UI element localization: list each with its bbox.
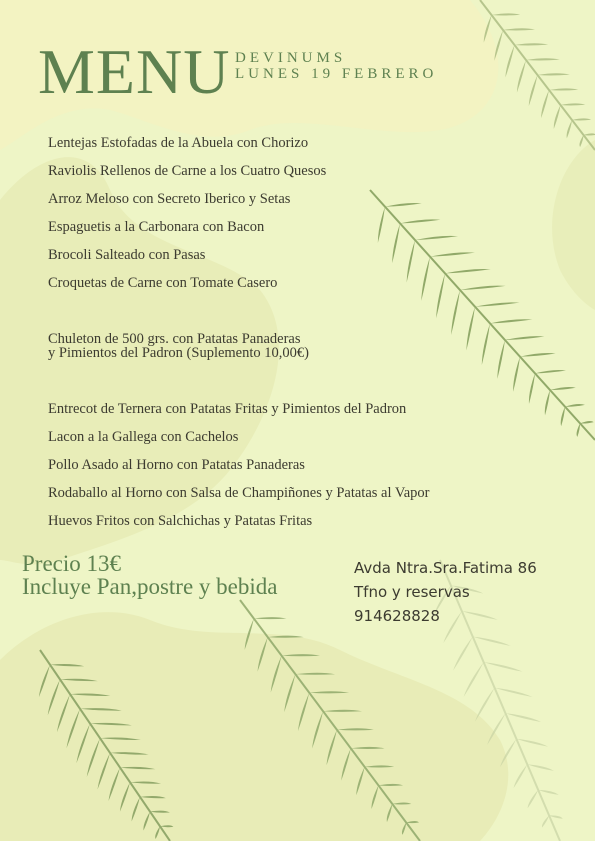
dish-second-4: Rodaballo al Horno con Salsa de Champiñones y Patatas al Vapor: [48, 485, 430, 501]
background-blob-bottom: [0, 612, 508, 841]
contact-phone-label: Tfno y reservas: [354, 583, 470, 601]
menu-title: MENU: [38, 36, 231, 107]
dish-first-3: Arroz Meloso con Secreto Iberico y Setas: [48, 191, 291, 207]
dish-second-5: Huevos Fritos con Salchichas y Patatas Fritas: [48, 513, 313, 529]
dish-special-line1: Chuleton de 500 grs. con Patatas Panaderas: [48, 331, 301, 347]
dish-first-1: Lentejas Estofadas de la Abuela con Chorizo: [48, 135, 309, 151]
menu-subtitle: [235, 50, 437, 82]
restaurant-name: DEVINUMS: [235, 50, 347, 66]
price-amount: Precio 13€: [22, 551, 122, 576]
contact-address: Avda Ntra.Sra.Fatima 86: [354, 559, 537, 577]
dish-special-line2: y Pimientos del Padron (Suplemento 10,00€): [48, 345, 309, 361]
contact-phone: 914628828: [354, 607, 440, 625]
dish-second-2: Lacon a la Gallega con Cachelos: [48, 429, 239, 445]
dish-first-5: Brocoli Salteado con Pasas: [48, 247, 206, 263]
price-block: [22, 552, 277, 598]
dish-first-6: Croquetas de Carne con Tomate Casero: [48, 275, 278, 291]
dish-first-2: Raviolis Rellenos de Carne a los Cuatro Quesos: [48, 163, 327, 179]
menu-date: LUNES 19 FEBRERO: [235, 66, 438, 82]
dish-first-4: Espaguetis a la Carbonara con Bacon: [48, 219, 265, 235]
background-blob-right: [552, 140, 595, 310]
price-includes: Incluye Pan,postre y bebida: [22, 574, 278, 599]
dish-second-1: Entrecot de Ternera con Patatas Fritas y Pimientos del Padron: [48, 401, 407, 417]
dish-second-3: Pollo Asado al Horno con Patatas Panaderas: [48, 457, 305, 473]
contact-block: [354, 556, 537, 628]
